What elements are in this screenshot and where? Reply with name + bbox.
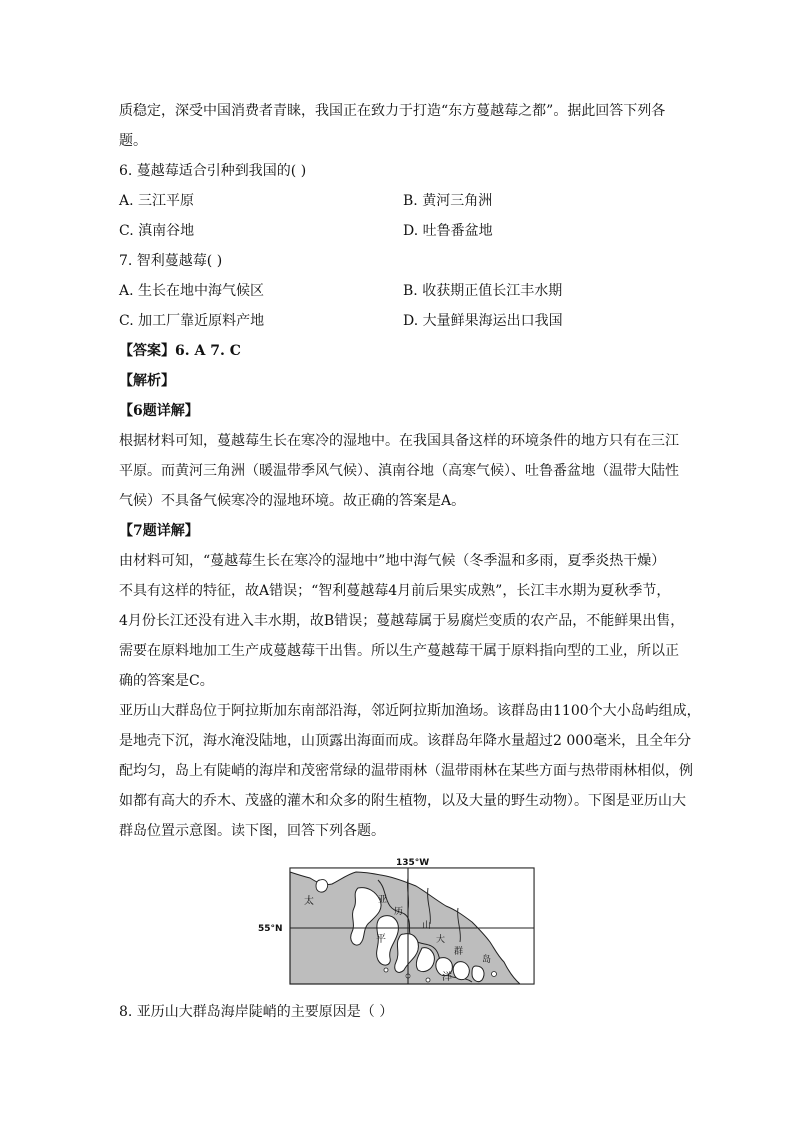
question-7-options-row-1 — [119, 276, 679, 306]
passage-2-line: 是地壳下沉，海水淹没陆地，山顶露出海面而成。该群岛年降水量超过2 000毫米，且全年分 — [119, 733, 692, 749]
question-8-stem: 8. 亚历山大群岛海岸陡峭的主要原因是（ ） — [119, 1004, 394, 1020]
q6-option-a: A. 三江平原 — [119, 193, 195, 209]
intro-line-2: 题。 — [119, 133, 147, 149]
answer-line: 【答案】6. A 7. C — [119, 343, 241, 359]
q6-option-b: B. 黄河三角洲 — [403, 193, 493, 209]
archipelago-label-char: 历 — [394, 907, 404, 917]
map-island — [316, 880, 328, 892]
longitude-label: 135°W — [396, 858, 430, 868]
map-islet — [384, 968, 388, 972]
detail-7-line: 4月份长江还没有进入丰水期，故B错误；蔓越莓属于易腐烂变质的农产品，不能鲜果出售， — [119, 613, 685, 629]
question-6-options-row-2 — [119, 216, 679, 246]
ocean-label-char: 平 — [376, 934, 386, 945]
q7-option-b: B. 收获期正值长江丰水期 — [403, 283, 563, 299]
detail-7-line: 确的答案是C。 — [119, 673, 214, 689]
question-7-stem: 7. 智利蔓越莓( ) — [119, 253, 223, 269]
analysis-heading: 【解析】 — [119, 373, 175, 389]
ocean-label-char: 太 — [304, 896, 314, 907]
detail-6-line: 平原。而黄河三角洲（暖温带季风气候）、滇南谷地（高寒气候）、吐鲁番盆地（温带大陆性 — [119, 463, 679, 479]
detail-7-line: 不具有这样的特征，故A错误；“智利蔓越莓4月前后果实成熟”，长江丰水期为夏秋季节， — [119, 583, 671, 599]
map-island — [453, 962, 469, 980]
detail-7-line: 由材料可知，“蔓越莓生长在寒冷的湿地中”地中海气候（冬季温和多雨，夏季炎热干燥） — [119, 553, 666, 569]
archipelago-label-char: 群 — [454, 947, 464, 957]
archipelago-label-char: 岛 — [482, 955, 492, 965]
latitude-label: 55°N — [258, 924, 283, 934]
detail-6-line: 气候）不具备气候寒冷的湿地环境。故正确的答案是A。 — [119, 493, 466, 509]
detail-7-line: 需要在原料地加工生产成蔓越莓干出售。所以生产蔓越莓干属于原料指向型的工业，所以正 — [119, 643, 679, 659]
map-islet — [426, 978, 430, 982]
intro-line-1: 质稳定，深受中国消费者青睐，我国正在致力于打造“东方蔓越莓之都”。据此回答下列各 — [119, 103, 666, 119]
question-7-options-row-2 — [119, 306, 679, 336]
archipelago-label-char: 大 — [436, 935, 446, 945]
question-6-stem: 6. 蔓越莓适合引种到我国的( ) — [119, 163, 307, 179]
map-island — [472, 966, 484, 982]
map-islet — [492, 972, 497, 977]
archipelago-label-char: 山 — [422, 921, 432, 931]
passage-2-line: 群岛位置示意图。读下图，回答下列各题。 — [119, 823, 385, 839]
passage-2-line: 如都有高大的乔木、茂盛的灌木和众多的附生植物，以及大量的野生动物）。下图是亚历山大 — [119, 793, 686, 809]
passage-2-line: 亚历山大群岛位于阿拉斯加东南部沿海，邻近阿拉斯加渔场。该群岛由1100个大小岛屿组成， — [119, 703, 701, 719]
q7-option-d: D. 大量鲜果海运出口我国 — [403, 313, 563, 329]
detail-7-heading: 【7题详解】 — [119, 523, 199, 539]
q7-option-a: A. 生长在地中海气候区 — [119, 283, 265, 299]
q6-option-c: C. 滇南谷地 — [119, 223, 195, 239]
archipelago-label-char: 亚 — [378, 895, 388, 905]
detail-6-line: 根据材料可知，蔓越莓生长在寒冷的湿地中。在我国具备这样的环境条件的地方只有在三江 — [119, 433, 679, 449]
q6-option-d: D. 吐鲁番盆地 — [403, 223, 493, 239]
detail-6-heading: 【6题详解】 — [119, 403, 199, 419]
question-6-options-row-1 — [119, 186, 679, 216]
alexander-archipelago-map — [258, 858, 538, 988]
q7-option-c: C. 加工厂靠近原料产地 — [119, 313, 265, 329]
map-svg — [258, 858, 538, 988]
passage-2-line: 配均匀，岛上有陡峭的海岸和茂密常绿的温带雨林（温带雨林在某些方面与热带雨林相似，例 — [119, 763, 693, 779]
ocean-label-char: 洋 — [442, 972, 452, 983]
